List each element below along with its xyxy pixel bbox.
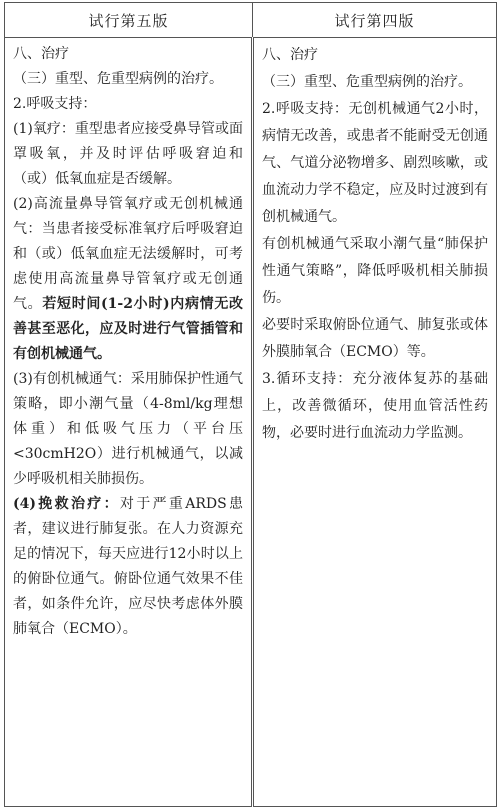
left-rescue-paragraph: [13, 492, 243, 642]
fourth-edition-cell: [253, 38, 497, 807]
left-hfnc-text: (2)高流量鼻导管氧疗或无创机械通气：当患者接受标准氧疗后呼吸窘迫和（或）低氧血症无法缓解时，可考虑使用高流量鼻导管氧疗或无创通气。: [13, 196, 243, 312]
comparison-table: [4, 2, 497, 807]
left-respiratory-heading: 2.呼吸支持：: [13, 96, 97, 112]
fifth-edition-cell: [5, 38, 253, 807]
left-subsection-heading: （三）重型、危重型病例的治疗。: [13, 71, 223, 87]
content-row: [5, 38, 497, 807]
right-respiratory-support: 2.呼吸支持：无创机械通气2小时，病情无改善，或患者不能耐受无创通气、气道分泌物增多、剧烈咳嗽，或血流动力学不稳定，应及时过渡到有创机械通气。: [262, 101, 488, 225]
header-row: [5, 3, 497, 38]
header-fifth-edition: 试行第五版: [5, 3, 253, 38]
left-section-heading: 八、治疗: [13, 46, 69, 62]
header-fourth-edition: 试行第四版: [253, 3, 497, 38]
left-hfnc-emphasis: 若短时间(1-2小时)内病情无改善甚至恶化，应及时进行气管插管和有创机械通气。: [13, 296, 244, 362]
right-tidal-volume: 有创机械通气采取小潮气量“肺保护性通气策略”，降低呼吸机相关肺损伤。: [262, 236, 488, 306]
right-circulation-support: 3.循环支持：充分液体复苏的基础上，改善微循环，使用血管活性药物，必要时进行血流动力学监测。: [262, 371, 488, 441]
right-prone-ecmo: 必要时采取俯卧位通气、肺复张或体外膜肺氧合（ECMO）等。: [262, 317, 488, 360]
document-page: [0, 2, 500, 806]
left-rescue-label: (4)挽救治疗：: [13, 496, 120, 512]
right-subsection-heading: （三）重型、危重型病例的治疗。: [262, 74, 472, 90]
left-invasive-ventilation: (3)有创机械通气：采用肺保护性通气策略，即小潮气量（4-8ml/kg理想体重）和低吸气压力（平台压<30cmH2O）进行机械通气，以减少呼吸机相关肺损伤。: [13, 371, 243, 487]
left-oxygen-therapy: (1)氧疗：重型患者应接受鼻导管或面罩吸氧，并及时评估呼吸窘迫和（或）低氧血症是否缓解。: [13, 121, 243, 187]
right-section-heading: 八、治疗: [262, 47, 318, 63]
left-rescue-text: 对于严重ARDS患者，建议进行肺复张。在人力资源充足的情况下，每天应进行12小时以上的俯卧位通气。俯卧位通气效果不佳者，如条件允许，应尽快考虑体外膜肺氧合（ECMO）。: [13, 496, 243, 637]
left-hfnc-paragraph: [13, 192, 243, 367]
